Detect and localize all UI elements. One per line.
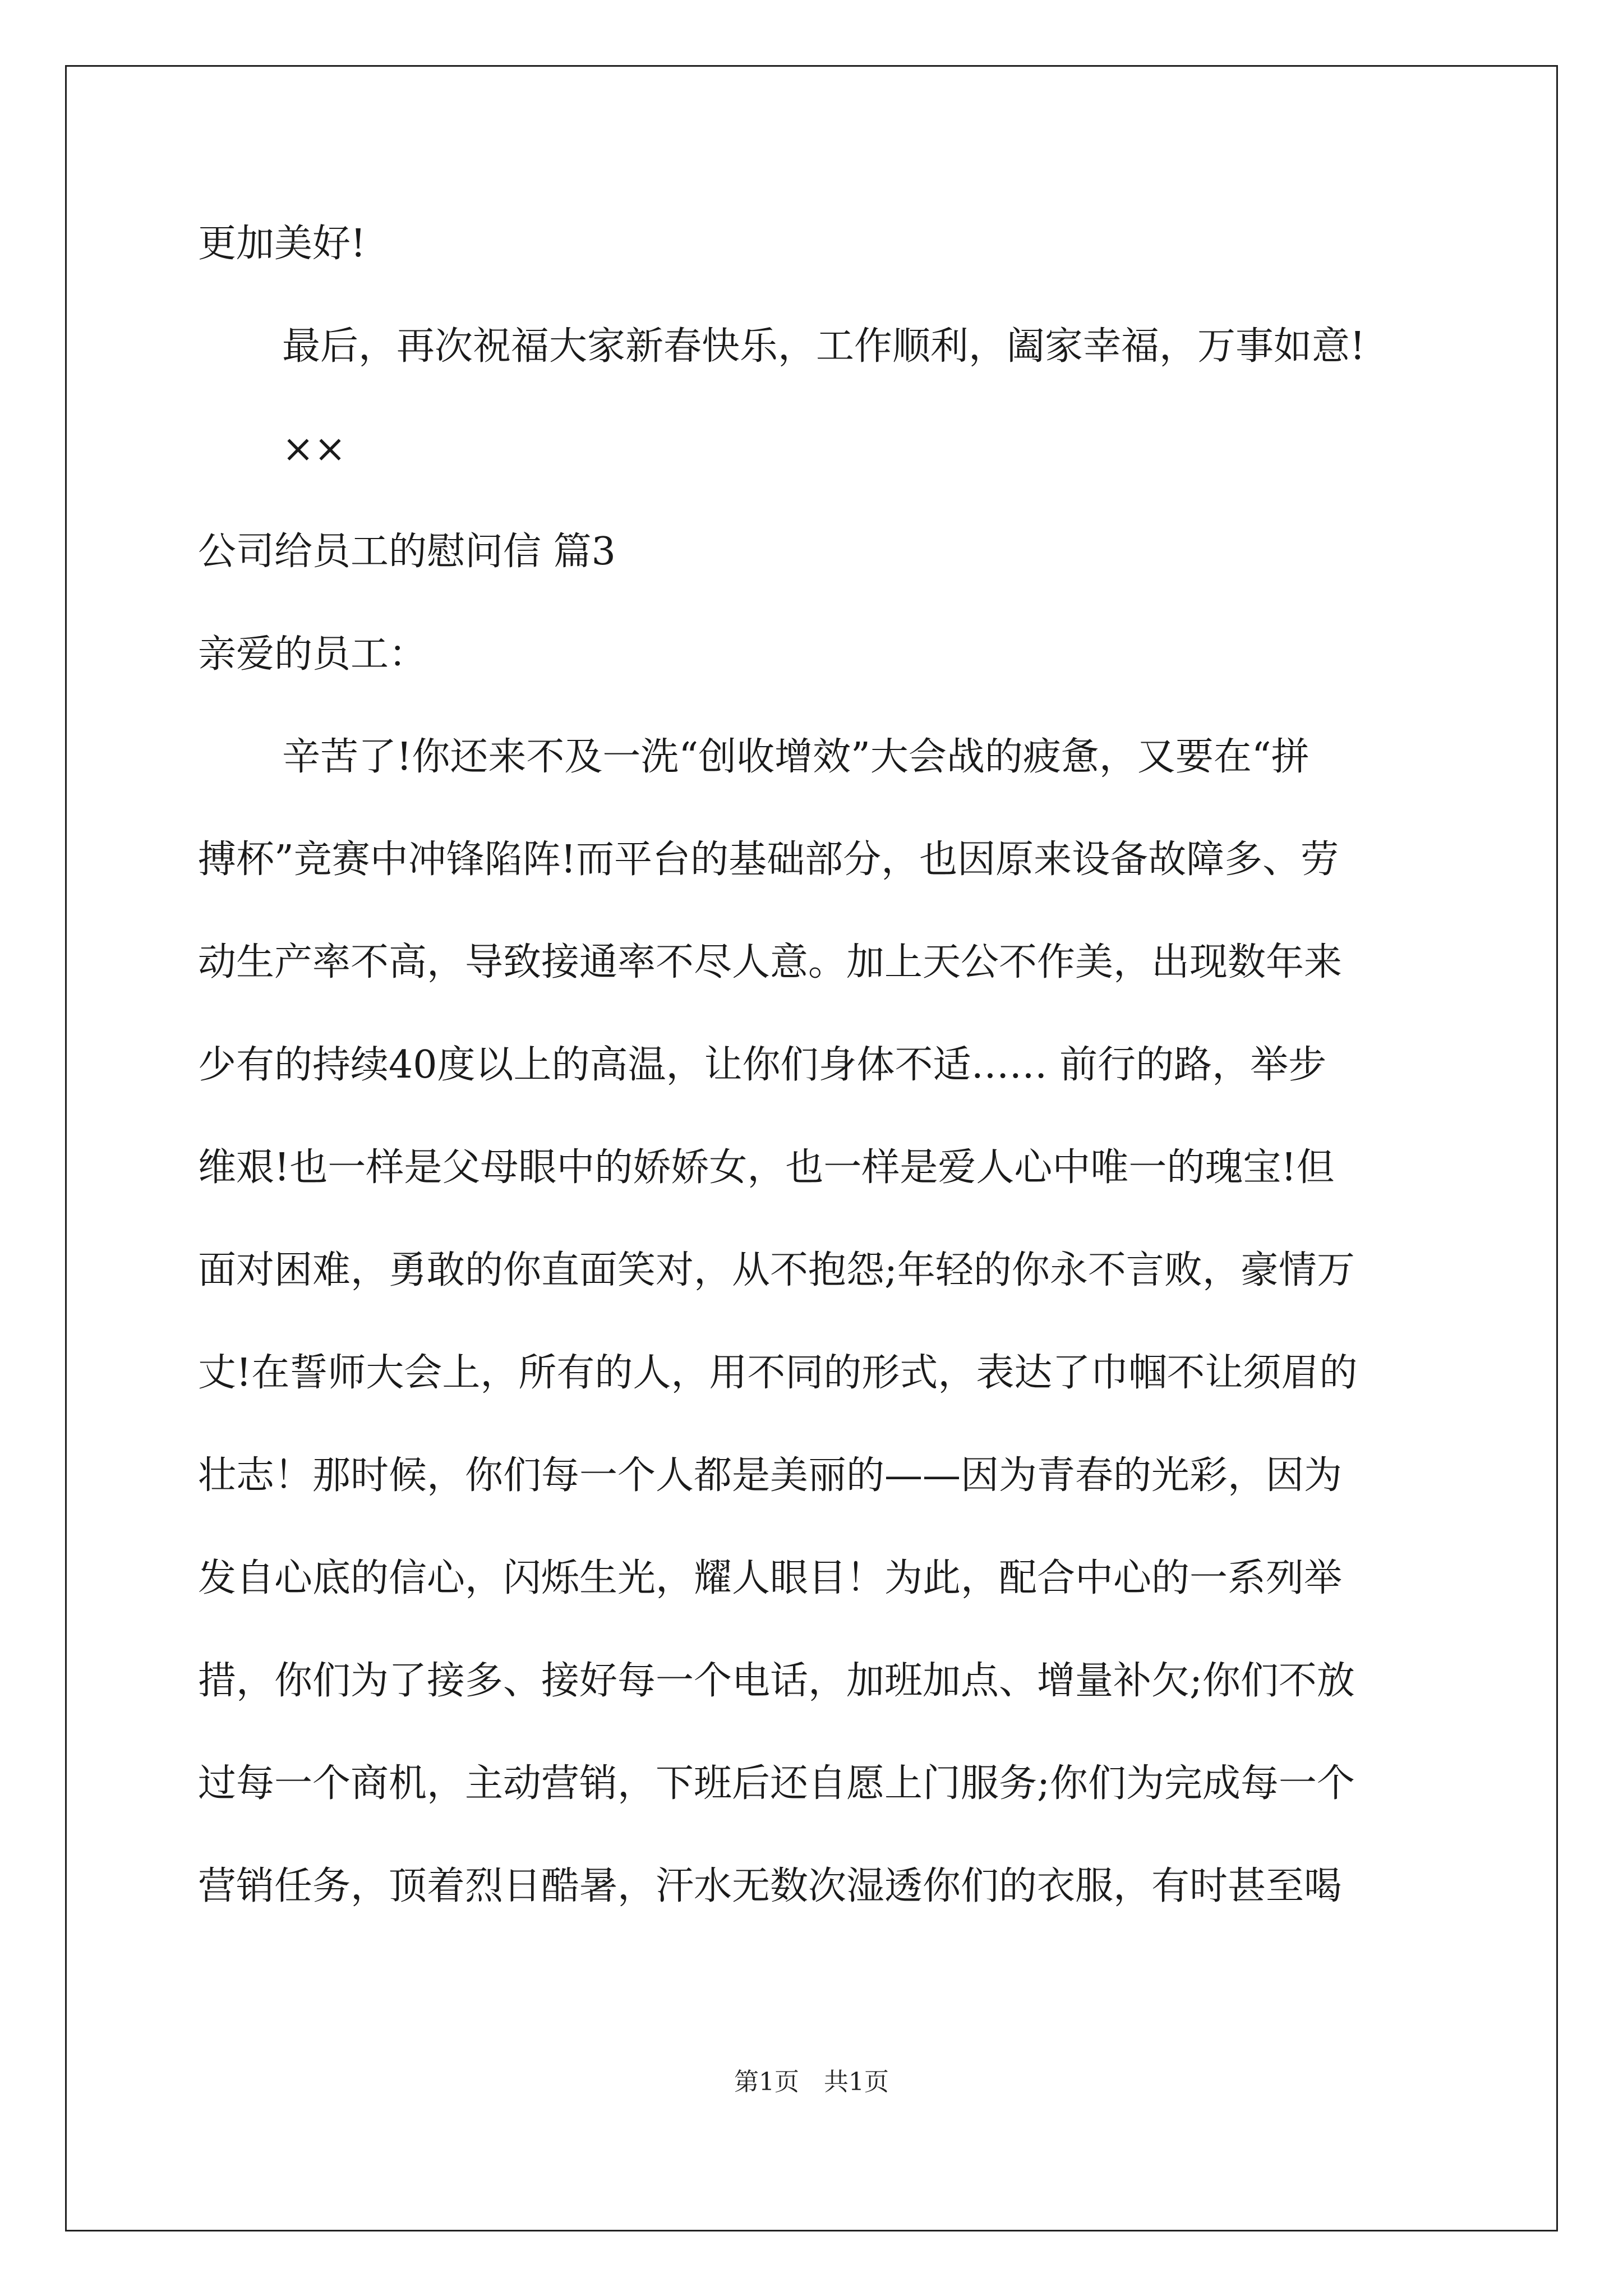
- text-line: 营销任务，顶着烈日酷暑，汗水无数次湿透你们的衣服，有时甚至喝: [198, 1864, 1343, 1908]
- text-line: 少有的持续40度以上的高温，让你们身体不适…… 前行的路，举步: [198, 1043, 1327, 1087]
- text-line: 措，你们为了接多、接好每一个电话，加班加点、增量补欠;你们不放: [198, 1659, 1355, 1703]
- text-line: 辛苦了!你还来不及一洗“创收增效”大会战的疲惫，又要在“拼: [282, 735, 1310, 779]
- text-line: 壮志！那时候，你们每一个人都是美丽的——因为青春的光彩，因为: [198, 1453, 1343, 1498]
- text-line: 发自心底的信心，闪烁生光，耀人眼目！为此，配合中心的一系列举: [198, 1556, 1343, 1600]
- text-line: 最后，再次祝福大家新春快乐，工作顺利，阖家幸福，万事如意!: [282, 324, 1366, 369]
- text-line: 更加美好!: [198, 222, 366, 266]
- section-heading: 公司给员工的慰问信 篇3: [198, 530, 616, 574]
- text-line: 搏杯”竞赛中冲锋陷阵!而平台的基础部分，也因原来设备故障多、劳: [198, 838, 1339, 882]
- text-line: 动生产率不高，导致接通率不尽人意。加上天公不作美，出现数年来: [198, 940, 1343, 984]
- page-footer: 第1页 共1页: [734, 2068, 889, 2096]
- text-line: 丈!在誓师大会上，所有的人，用不同的形式，表达了巾帼不让须眉的: [198, 1351, 1358, 1395]
- salutation: 亲爱的员工：: [198, 632, 427, 677]
- text-line: 过每一个商机，主动营销，下班后还自愿上门服务;你们为完成每一个: [198, 1761, 1355, 1806]
- text-line: 维艰!也一样是父母眼中的娇娇女，也一样是爱人心中唯一的瑰宝!但: [198, 1145, 1335, 1190]
- text-line: 面对困难，勇敢的你直面笑对，从不抱怨;年轻的你永不言败，豪情万: [198, 1248, 1355, 1292]
- text-line: ××: [282, 427, 346, 471]
